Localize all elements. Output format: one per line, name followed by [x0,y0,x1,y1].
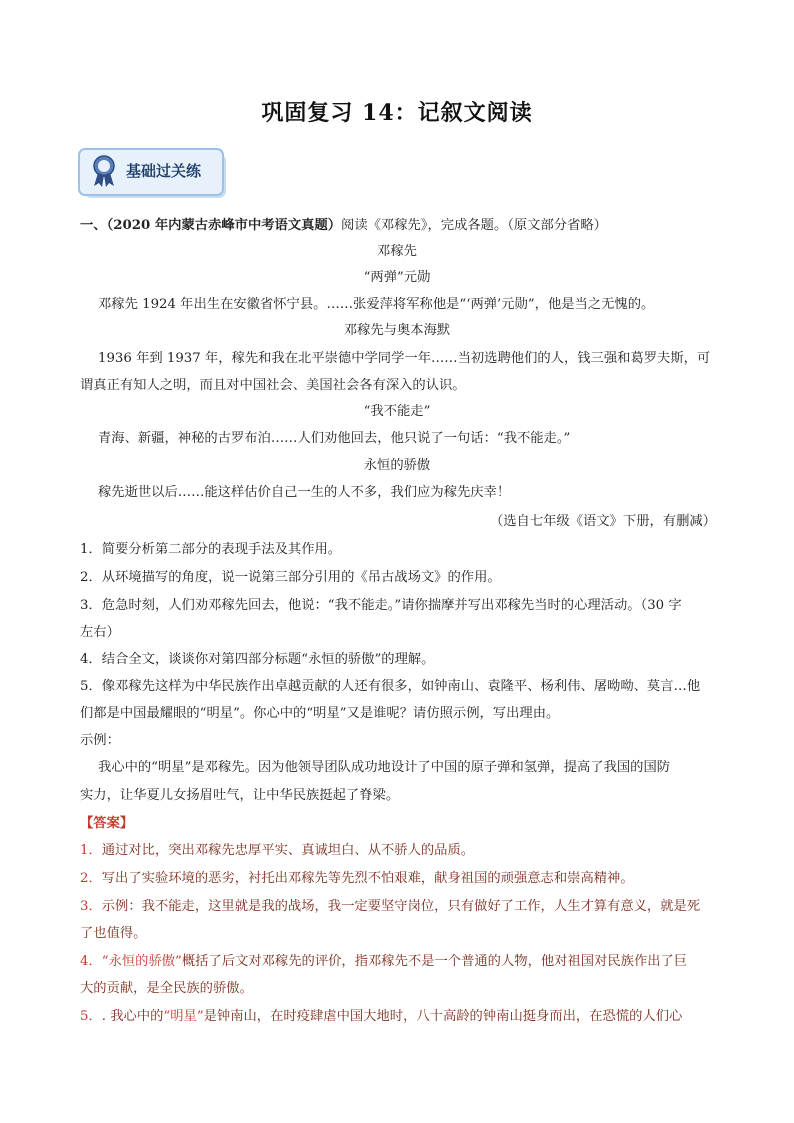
answer-4b: 大的贡献，是全民族的骄傲。 [80,981,253,996]
source-note: （选自七年级《语文》下册，有删减） [489,514,716,529]
question-source: （2020 年内蒙古赤峰市中考语文真题） [106,218,342,233]
badge-label: 基础过关练 [126,162,202,180]
section-title-2: 邓稼先与奥本海默 [343,323,451,338]
section-text-1: 邓稼先 1924 年出生在安徽省怀宁县。……张爱萍将军称他是“‘两弹’元勋”，他是当之无愧的。 [98,297,655,312]
section-badge [78,148,224,196]
answer-1 [80,841,700,861]
sub-question-5a: 5．像邓稼先这样为中华民族作出卓越贡献的人还有很多，如钟南山、袁隆平、杨利伟、屠呦呦、莫言…他 [80,679,701,694]
answer-5-text: 是钟南山，在时疫肆虐中国大地时，八十高龄的钟南山挺身而出，在恐慌的人们心 [203,1009,683,1024]
sub-question-1: 1．简要分析第二部分的表现手法及其作用。 [80,542,342,557]
sub-question-5b: 们都是中国最耀眼的“明星”。你心中的“明星”又是谁呢？请仿照示例，写出理由。 [80,706,560,721]
question-instruction: 阅读《邓稼先》，完成各题。（原文部分省略） [341,218,607,233]
answer-3a [80,897,700,917]
question-number: 一、 [80,218,107,233]
answer-2-text: 写出了实验环境的恶劣，衬托出邓稼先等先烈不怕艰难，献身祖国的顽强意志和崇高精神。 [101,871,634,886]
answer-5-quote: “明星” [163,1009,204,1024]
answer-5-number: 5． [80,1009,102,1024]
article-title: 邓稼先 [377,244,417,259]
section-title-3: “我不能走” [363,404,431,419]
answer-heading: 【答案】 [80,816,134,831]
section-title-1: “两弹”元勋 [363,270,431,285]
answer-1-number: 1． [80,843,102,858]
page-title: 巩固复习 14：记叙文阅读 [261,100,533,126]
sub-question-3b: 左右） [80,625,120,640]
example-text-2: 实力，让华夏儿女扬眉吐气，让中华民族挺起了脊梁。 [80,788,400,803]
answer-1-text: 通过对比，突出邓稼先忠厚平实、真诚坦白、从不骄人的品质。 [101,843,475,858]
answer-4-quote: “永恒的骄傲” [101,954,182,969]
answer-2-number: 2． [80,871,102,886]
answer-3-text-1: 示例：我不能走，这里就是我的战场，我一定要坚守岗位，只有做好了工作，人生才算有意义，就是死 [101,899,701,914]
answer-2 [80,869,700,889]
question-header [80,216,700,236]
answer-3b: 了也值得。 [80,926,147,941]
sub-question-4: 4．结合全文，谈谈你对第四部分标题“永恒的骄傲”的理解。 [80,652,435,667]
answer-4-number: 4． [80,954,102,969]
answer-4-text-1: 概括了后文对邓稼先的评价，指邓稼先不是一个普通的人物，他对祖国对民族作出了巨 [181,954,688,969]
award-medal-icon [88,153,120,189]
section-text-3: 青海、新疆，神秘的古罗布泊……人们劝他回去，他只说了一句话：“我不能走。” [98,431,571,446]
section-title-4: 永恒的骄傲 [363,458,431,473]
answer-4a [80,952,700,972]
section-text-2a: 1936 年到 1937 年，稼先和我在北平崇德中学同学一年……当初选聘他们的人，钱三强和葛罗夫斯，可 [98,351,711,366]
answer-5-prefix: . 我心中的 [101,1009,164,1024]
sub-question-2: 2．从环境描写的角度，说一说第三部分引用的《吊古战场文》的作用。 [80,570,501,585]
example-text-1: 我心中的“明星”是邓稼先。因为他领导团队成功地设计了中国的原子弹和氢弹，提高了我国的国防 [98,760,671,775]
answer-3-number: 3． [80,899,102,914]
answer-5 [80,1007,700,1027]
sub-question-3a: 3．危急时刻，人们劝邓稼先回去，他说：“我不能走。”请你揣摩并写出邓稼先当时的心理活动。（30 字 [80,598,682,613]
section-text-2b: 谓真正有知人之明，而且对中国社会、美国社会各有深入的认识。 [80,378,466,393]
example-label: 示例： [80,733,120,748]
section-text-4: 稼先逝世以后……能这样估价自己一生的人不多，我们应为稼先庆幸！ [98,485,511,500]
